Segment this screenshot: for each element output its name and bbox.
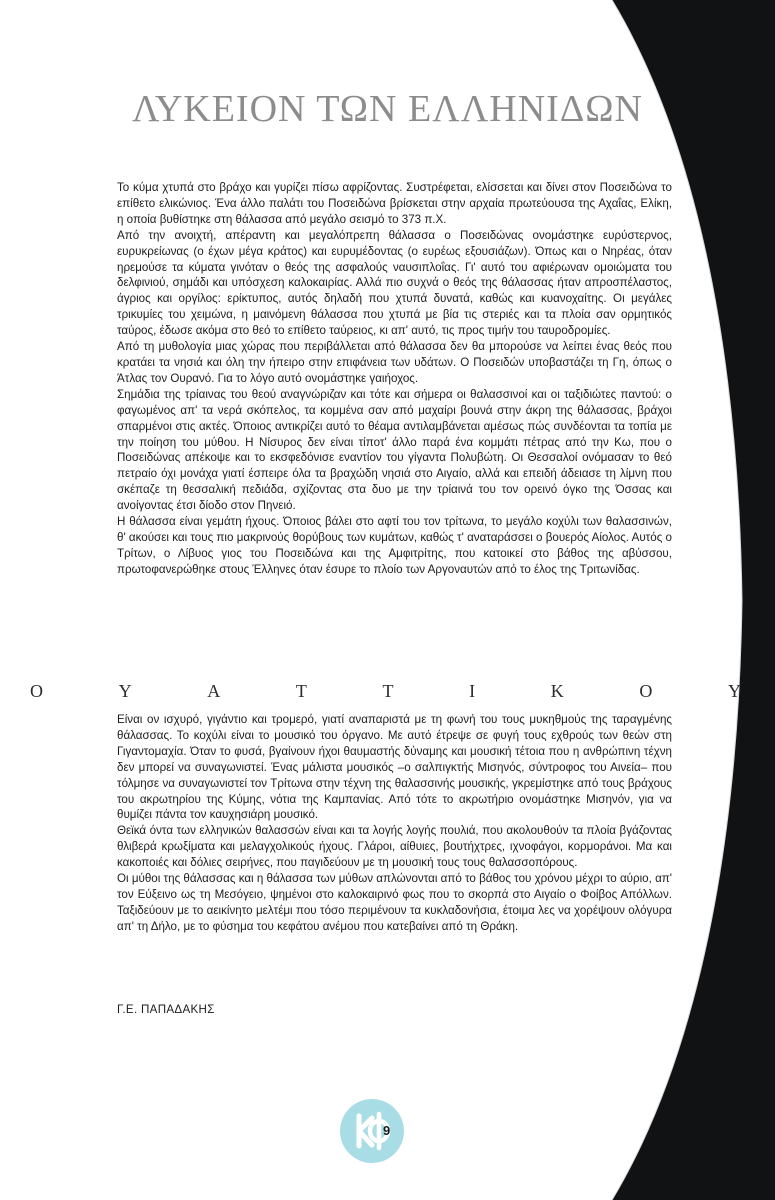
band-letter: Κ bbox=[550, 680, 564, 701]
article-body-top bbox=[117, 180, 672, 578]
paragraph: Οι μύθοι της θάλασσας και η θάλασσα των μύθων απλώνονται από το βάθος του χρόνου μέχρι το αύριο, απ' τον Εύξεινο ως τη Μεσόγειο, ψημένοι στο καλοκαιρινό φως που το σκορπά στο Αιγαίο ο Φοίβος Απόλλων. Ταξιδεύουν με το αεικίνητο μελτέμι που τόσο περιμένουν τα κυκλαδονήσια, έτοιμα λες να χορέψουν ολόγυρα απ' τη Δήλο, με το φύσημα του κεφάτου ανέμου που κατεβαίνει από τη Θράκη. bbox=[117, 872, 672, 933]
band-letter: Ι bbox=[469, 680, 476, 701]
paragraph: Από την ανοιχτή, απέραντη και μεγαλόπρεπη θάλασσα ο Ποσειδώνας ονομάστηκε ευρύστερνος, ευρυκρείωνας (ο έχων μέγα κράτος) και ευρυμέδοντας (ο ευρέως εξουσιάζων). Όπως και ο Νηρέας, όταν ηρεμούσε τα κύματα γινόταν ο θεός της ασφαλούς ναυσιπλοΐας. Γι' αυτό του αφιέρωναν ομοιώματα του δελφινιού, σημάδι και υπόσχεση καλοκαιρίας. Αλλά πιο συχνά ο θεός της θάλασσας ήταν απροσπέλαστος, άγριος και οργίλος: ερίκτυπος, αυτός δηλαδή που χτυπά δυνατά, καθώς και κυανοχαίτης. Οι μεγάλες τρικυμίες του χειμώνα, η μαινόμενη θάλασσα που χτυπά με βία τις στεριές και τα πλοία σαν ορμητικός ταύρος, έδωσε ακόμα στο θεό το επίθετο ταύρειος, κι απ' αυτό, τις προς τιμήν του ταυροδρομίες. bbox=[117, 228, 672, 338]
author-signature: Γ.Ε. ΠΑΠΑΔΑΚΗΣ bbox=[117, 1003, 215, 1016]
paragraph: Σημάδια της τρίαινας του θεού αναγνώριζαν και τότε και σήμερα οι θαλασσινοί και οι ταξιδιώτες παντού: ο φαγωμένος απ' τα νερά σκόπελος, τα κομμένα σαν από μαχαίρι βουνά στην άκρη της θάλασσας, βράχοι σπαρμένοι στις ακτές. Όποιος αντικρίζει αυτό το θέαμα αντιλαμβάνεται αμέσως πώς συνδέονται τα τοπία με την ποίηση του μύθου. Η Νίσυρος δεν είναι τίποτ' άλλο παρά ένα κομμάτι πέτρας από την Κω, που ο Ποσειδώνας απέκοψε και το εκσφεδόνισε εναντίον του γίγαντα Πολυβώτη. Οι Θεσσαλοί ονόμασαν το θεό πετραίο όχι μονάχα γιατί έσπειρε όλα τα βραχώδη νησιά στο Αιγαίο, αλλά και επειδή άδειασε τη λίμνη που σκέπαζε τη θεσσαλική πεδιάδα, σχίζοντας στα δυο με την τρίαινά του τον ορεινό όγκο της Όσσας και ανοίγοντας έτσι δίοδο στον Πηνειό. bbox=[117, 387, 672, 513]
band-letter: Τ bbox=[295, 680, 307, 701]
band-letter: Υ bbox=[728, 680, 741, 701]
section-band-lettering bbox=[0, 680, 775, 702]
paragraph: Από τη μυθολογία μιας χώρας που περιβάλλεται από θάλασσα δεν θα μπορούσε να λείπει ένας θεός που κρατάει τα νησιά και όλη την ήπειρο στην επιφάνεια των υδάτων. Ο Ποσειδών υποβαστάζει τη Γη, όπως ο Άτλας τον Ουρανό. Για το λόγο αυτό ονομάστηκε γαιήοχος. bbox=[117, 340, 672, 385]
paragraph: Θεϊκά όντα των ελληνικών θαλασσών είναι και τα λογής λογής πουλιά, που ακολουθούν τα πλοία βγάζοντας θλιβερά κρωξίματα και μελαγχολικούς ήχους. Γλάροι, αίθυιες, βουτήχτρες, ιχνοφάγοι, κορμοράνοι. Μα και κακοποιές και δόλιες σειρήνες, που παγιδεύουν με τη μουσική τους τους θαλασσοπόρους. bbox=[117, 824, 672, 870]
page-title: ΛΥΚΕΙΟΝ ΤΩΝ ΕΛΛΗΝΙΔΩΝ bbox=[132, 88, 643, 131]
band-letter: Τ bbox=[382, 680, 394, 701]
paragraph: Είναι ον ισχυρό, γιγάντιο και τρομερό, γιατί αναπαριστά με τη φωνή του τους μυκηθμούς της ταραγμένης θάλασσας. Το κοχύλι είναι το μουσικό του όργανο. Με αυτό έτρεψε σε φυγή τους εχθρούς των θεών στη Γιγαντομαχία. Όταν το φυσά, βγαίνουν ήχοι θαυμαστής δύναμης και μουσική τέτοια που η ανθρώπινη τέχνη δεν μπορεί να συναγωνιστεί. Ένας μάλιστα μουσικός –ο σαλπιγκτής Μισηνός, σύντροφος του Αινεία– που τόλμησε να συναγωνιστεί τον Τρίτωνα στην τέχνη της θαλασσινής μουσικής, γκρεμίστηκε από τους βράχους του ακρωτηρίου της Κύμης, νότια της Καμπανίας. Από τότε το ακρωτήριο ονομάστηκε Μισηνόν, για να θυμίζει πάντα τον καυχησιάρη μουσικό. bbox=[117, 713, 672, 822]
paragraph: Η θάλασσα είναι γεμάτη ήχους. Όποιος βάλει στο αφτί του τον τρίτωνα, το μεγάλο κοχύλι των θαλασσινών, θ' ακούσει και τους πιο μακρινούς θορύβους των κυμάτων, καθώς τ' αναταράσσει ο βουερός Αίολος. Αυτός ο Τρίτων, ο Λίβυος γιος του Ποσειδώνα και της Αμφιτρίτης, που κατοικεί στο βάθος της αβύσσου, πρωτοφανερώθηκε στους Έλληνες όταν έσυρε το πλοίο των Αργοναυτών από το έλος της Τριτωνίδας. bbox=[117, 515, 672, 576]
band-letter: Ο bbox=[30, 680, 43, 701]
band-letter: Ο bbox=[639, 680, 653, 701]
club-logo-icon bbox=[339, 1098, 405, 1164]
band-letter: Α bbox=[207, 680, 221, 701]
article-body-bottom bbox=[117, 712, 672, 935]
band-letter: Υ bbox=[118, 680, 132, 701]
page-number: 9 bbox=[383, 1123, 391, 1138]
paragraph: Το κύμα χτυπά στο βράχο και γυρίζει πίσω αφρίζοντας. Συστρέφεται, ελίσσεται και δίνει στον Ποσειδώνα το επίθετο ελικώνιος. Ένα άλλο παλάτι του Ποσειδώνα βρίσκεται στην αρχαία πρωτεύουσα της Αχαΐας, Ελίκη, η οποία βυθίστηκε στη θάλασσα από μεγάλο σεισμό το 373 π.Χ. bbox=[117, 181, 672, 226]
